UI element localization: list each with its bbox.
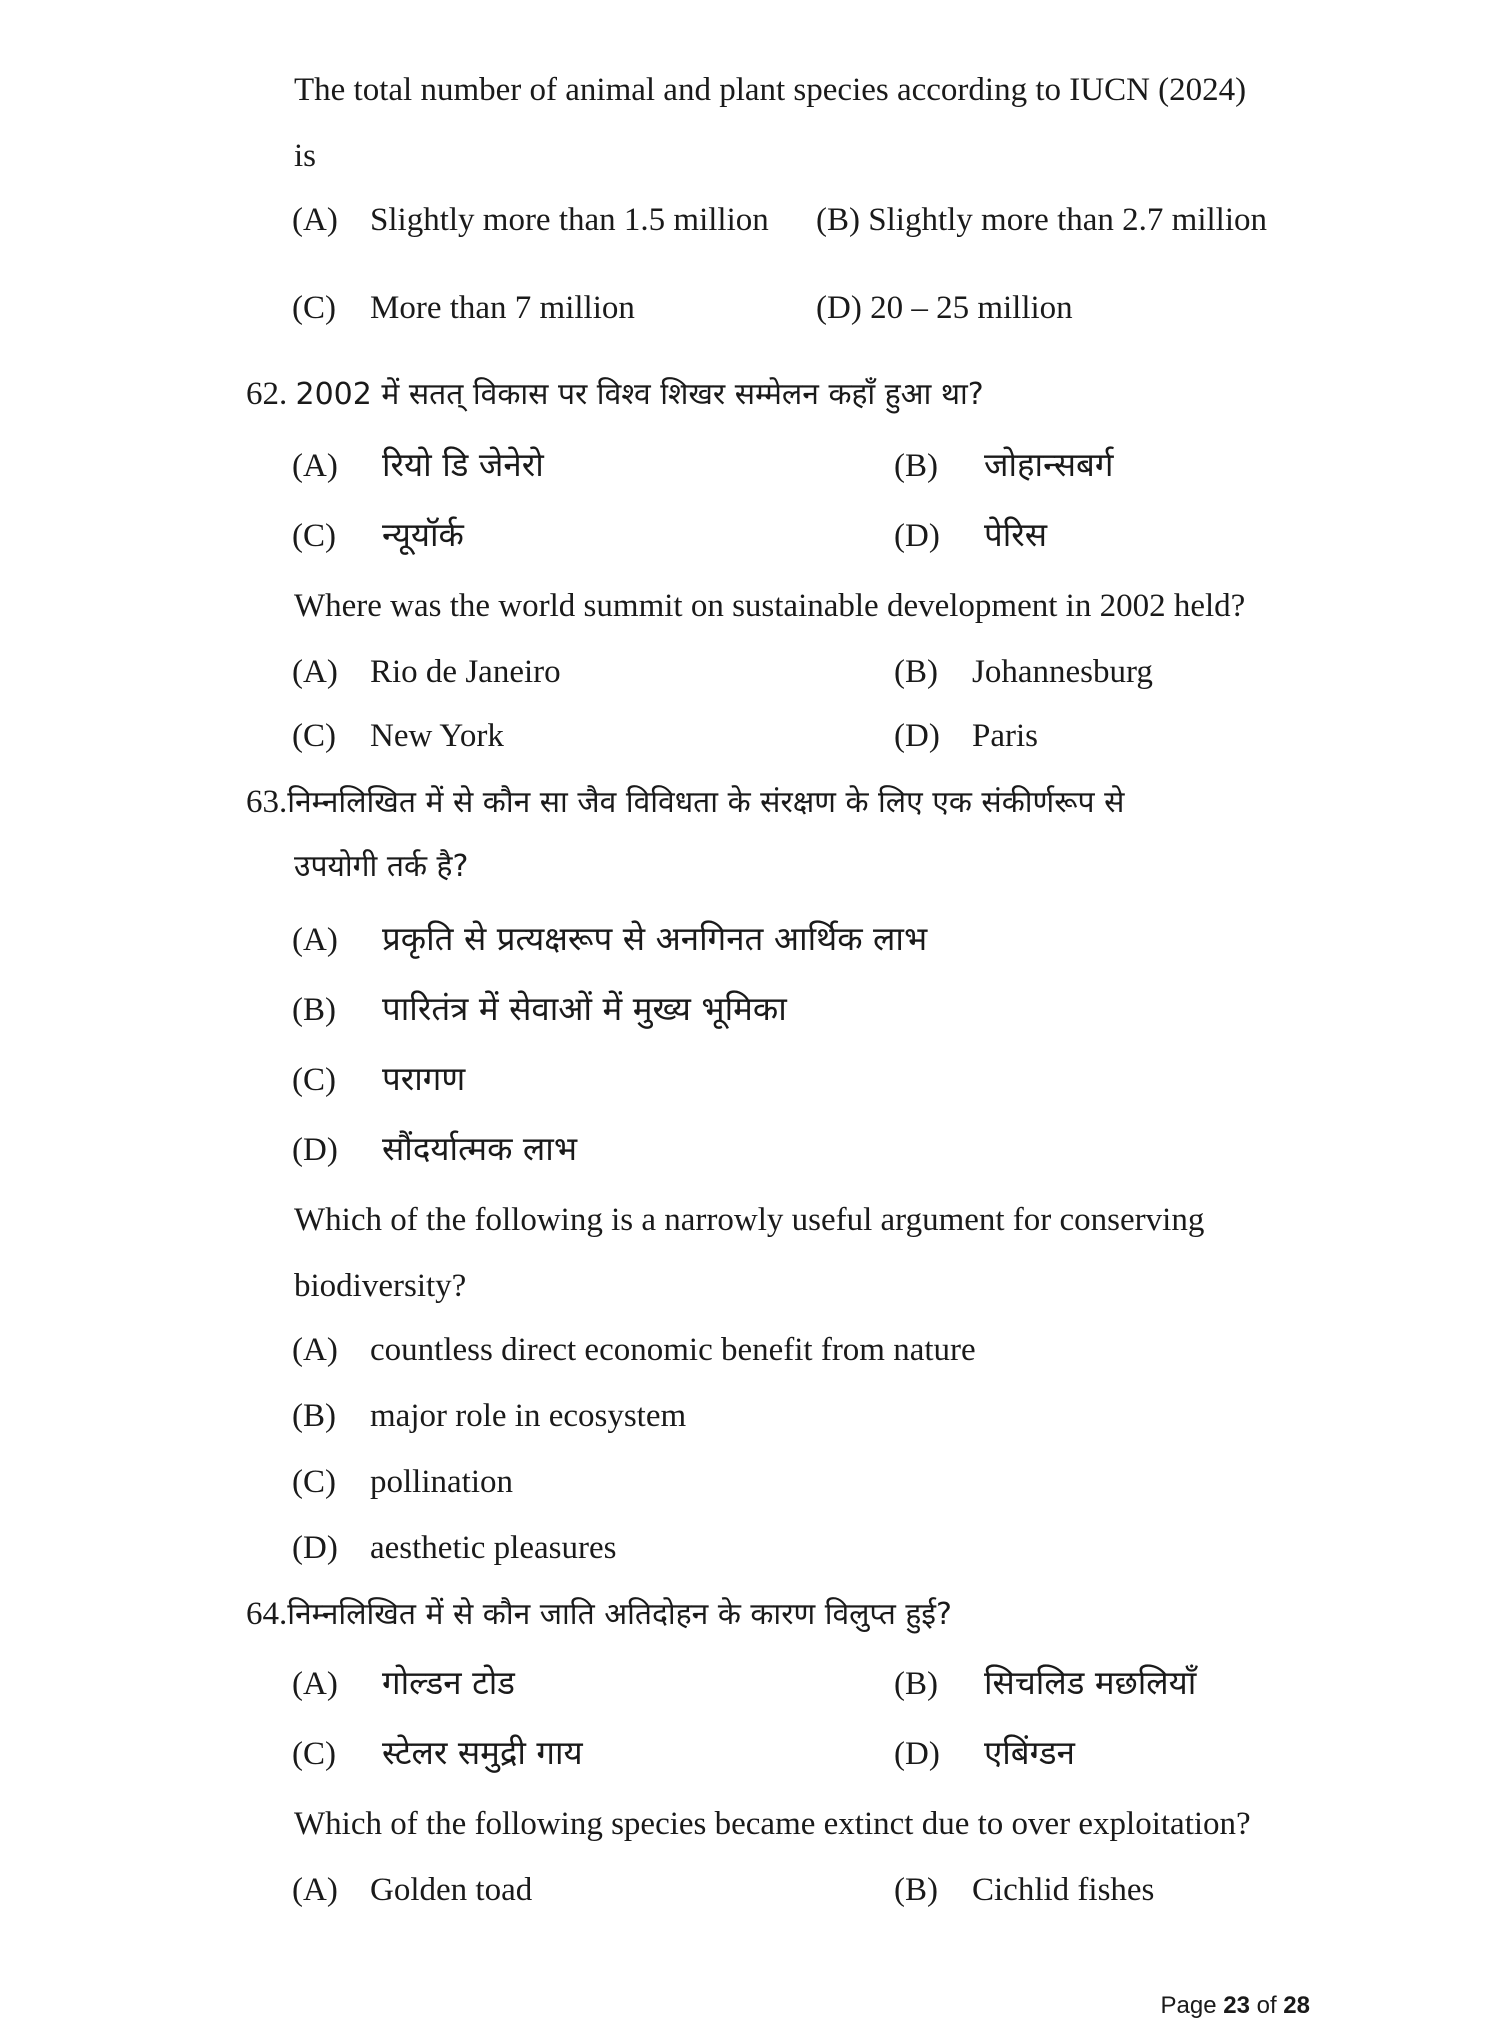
question-text-hi: निम्नलिखित में से कौन सा जैव विविधता के संरक्षण के लिए एक संकीर्णरूप से: [287, 785, 1125, 820]
option-text: Rio de Janeiro: [370, 654, 561, 690]
option-letter: (B): [816, 202, 860, 238]
question-number: 62.: [246, 376, 288, 412]
option-letter: (D): [894, 718, 940, 754]
option-text: सौंदर्यात्मक लाभ: [382, 1129, 578, 1168]
q63-option-hi-c: [292, 1059, 466, 1098]
q61-option-b: [816, 204, 1267, 237]
option-letter: (B): [292, 1398, 336, 1434]
option-letter: (A): [292, 448, 338, 484]
question-text-hi: 2002 में सतत् विकास पर विश्व शिखर सम्मेलन कहाँ हुआ था?: [295, 377, 984, 412]
q63-question-hi-line1: [246, 786, 1124, 819]
option-text: एबिंग्डन: [984, 1733, 1075, 1772]
option-letter: (B): [894, 1872, 938, 1908]
option-text: न्यूयॉर्क: [382, 515, 464, 554]
option-letter: (B): [894, 1666, 938, 1702]
q61-question-en-line2: is: [294, 138, 317, 174]
option-text: Slightly more than 2.7 million: [868, 202, 1267, 238]
q63-question-en-line1: Which of the following is a narrowly useful argument for conserving: [294, 1202, 1205, 1238]
option-text: countless direct economic benefit from nature: [370, 1332, 976, 1368]
q63-option-hi-a: [292, 919, 928, 958]
option-text: रियो डि जेनेरो: [382, 445, 544, 484]
q62-question-hi: [246, 378, 984, 411]
q62-option-en-d: [894, 720, 1038, 753]
q63-option-en-b: [292, 1400, 686, 1433]
option-letter: (C): [292, 518, 336, 554]
option-text: More than 7 million: [370, 290, 635, 326]
option-letter: (A): [292, 654, 338, 690]
page-number: [1161, 1992, 1310, 2020]
page-middle: of: [1249, 1992, 1284, 2019]
option-letter: (A): [292, 202, 338, 238]
question-number: 63.: [246, 784, 288, 820]
option-text: जोहान्सबर्ग: [984, 445, 1114, 484]
option-letter: (D): [816, 290, 862, 326]
option-letter: (B): [894, 654, 938, 690]
option-text: aesthetic pleasures: [370, 1530, 617, 1566]
option-text: प्रकृति से प्रत्यक्षरूप से अनगिनत आर्थिक लाभ: [382, 919, 928, 958]
option-letter: (C): [292, 290, 336, 326]
q62-question-en: Where was the world summit on sustainable development in 2002 held?: [294, 588, 1246, 624]
page-prefix: Page: [1160, 1992, 1224, 2019]
option-letter: (A): [292, 1872, 338, 1908]
option-text: गोल्डन टोड: [382, 1663, 515, 1702]
q63-option-en-d: [292, 1532, 616, 1565]
option-text: पेरिस: [984, 515, 1048, 554]
option-letter: (A): [292, 1666, 338, 1702]
q62-option-en-b: [894, 656, 1153, 689]
page-current: 23: [1223, 1992, 1250, 2019]
option-text: 20 – 25 million: [870, 290, 1073, 326]
q64-option-hi-a: [292, 1663, 515, 1702]
q62-option-hi-c: [292, 515, 464, 554]
q64-option-hi-b: [894, 1663, 1197, 1702]
option-letter: (C): [292, 718, 336, 754]
option-letter: (C): [292, 1736, 336, 1772]
q63-question-hi-line2: उपयोगी तर्क है?: [294, 849, 469, 884]
q64-option-en-a: [292, 1874, 532, 1907]
option-text: Paris: [972, 718, 1038, 754]
q64-question-en: Which of the following species became extinct due to over exploitation?: [294, 1806, 1251, 1842]
q63-option-hi-d: [292, 1129, 578, 1168]
question-number: 64.: [246, 1596, 288, 1632]
option-text: Johannesburg: [972, 654, 1153, 690]
q61-option-a: [292, 204, 769, 237]
q64-option-hi-c: [292, 1733, 583, 1772]
option-letter: (D): [894, 518, 940, 554]
option-text: Cichlid fishes: [972, 1872, 1155, 1908]
option-letter: (C): [292, 1464, 336, 1500]
option-letter: (B): [894, 448, 938, 484]
option-text: Slightly more than 1.5 million: [370, 202, 769, 238]
q62-option-hi-a: [292, 445, 544, 484]
q61-option-d: [816, 292, 1073, 325]
option-text: सिचलिड मछलियाँ: [984, 1663, 1197, 1702]
q61-option-c: [292, 292, 635, 325]
option-letter: (C): [292, 1062, 336, 1098]
option-text: Golden toad: [370, 1872, 533, 1908]
page-total: 28: [1283, 1992, 1310, 2019]
q64-option-en-b: [894, 1874, 1154, 1907]
q63-question-en-line2: biodiversity?: [294, 1268, 467, 1304]
option-letter: (A): [292, 922, 338, 958]
option-letter: (B): [292, 992, 336, 1028]
q64-option-hi-d: [894, 1733, 1075, 1772]
option-letter: (D): [292, 1530, 338, 1566]
option-letter: (D): [894, 1736, 940, 1772]
q63-option-en-c: [292, 1466, 513, 1499]
option-text: स्टेलर समुद्री गाय: [382, 1733, 583, 1772]
q63-option-hi-b: [292, 989, 787, 1028]
option-text: New York: [370, 718, 504, 754]
q61-question-en-line1: The total number of animal and plant species according to IUCN (2024): [294, 72, 1247, 108]
option-text: major role in ecosystem: [370, 1398, 687, 1434]
question-text-hi: निम्नलिखित में से कौन जाति अतिदोहन के कारण विलुप्त हुई?: [287, 1597, 952, 1632]
option-text: पारितंत्र में सेवाओं में मुख्य भूमिका: [382, 989, 787, 1028]
option-text: परागण: [382, 1059, 466, 1098]
option-text: pollination: [370, 1464, 513, 1500]
q62-option-en-c: [292, 720, 504, 753]
option-letter: (A): [292, 1332, 338, 1368]
q62-option-hi-d: [894, 515, 1048, 554]
q64-question-hi: [246, 1598, 952, 1631]
q63-option-en-a: [292, 1334, 976, 1367]
q62-option-hi-b: [894, 445, 1114, 484]
option-letter: (D): [292, 1132, 338, 1168]
q62-option-en-a: [292, 656, 561, 689]
